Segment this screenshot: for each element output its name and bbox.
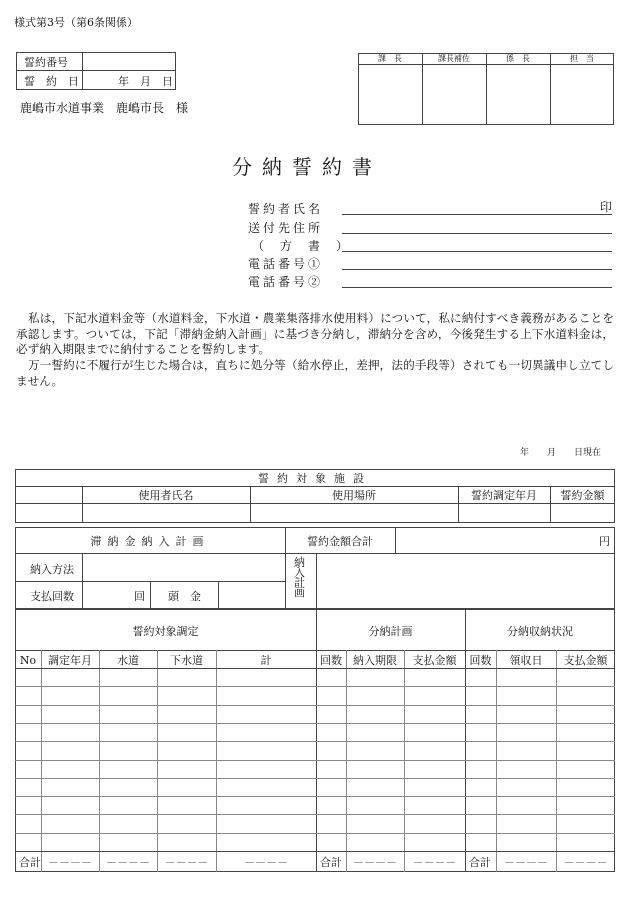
facility-col-user: 使用者氏名 [138, 489, 194, 502]
ledger-cell[interactable] [556, 833, 615, 851]
ledger-cell[interactable] [465, 705, 496, 723]
ledger-group-assessed: 誓約対象調定 [132, 625, 199, 638]
ledger-cell[interactable] [41, 723, 99, 741]
name-line[interactable] [342, 214, 612, 215]
phone2-line[interactable] [342, 287, 612, 288]
ledger-total-label: 合計 [320, 856, 342, 869]
ledger-cell[interactable] [316, 778, 346, 796]
ledger-cell[interactable] [465, 668, 496, 686]
ledger-cell[interactable] [496, 833, 556, 851]
ledger-col-header: 回数 [320, 654, 342, 667]
ledger-cell[interactable] [15, 686, 41, 704]
facility-col-month: 誓約調定年月 [471, 489, 537, 502]
ledger-cell[interactable] [15, 723, 41, 741]
address-line[interactable] [342, 233, 612, 234]
ledger-cell[interactable] [157, 741, 216, 759]
ledger-cell[interactable] [15, 833, 41, 851]
ledger-cell[interactable] [404, 814, 465, 832]
document-title: 分納誓約書 [232, 155, 382, 179]
times-unit: 回 [134, 590, 145, 603]
seal-mark: 印 [600, 200, 613, 214]
ledger-cell[interactable] [15, 778, 41, 796]
ledger-cell[interactable] [465, 686, 496, 704]
ledger-cell[interactable] [216, 723, 316, 741]
care-of-label: （ 方 書 ） [252, 239, 351, 253]
ledger-cell[interactable] [15, 741, 41, 759]
ledger-cell[interactable] [496, 778, 556, 796]
ledger-total-dash: －－－－ [504, 856, 548, 869]
ledger-cell[interactable] [99, 833, 157, 851]
facility-col-location: 使用場所 [332, 489, 376, 502]
ledger-cell[interactable] [157, 796, 216, 814]
ledger-cell[interactable] [15, 814, 41, 832]
ledger-cell[interactable] [157, 814, 216, 832]
ledger-cell[interactable] [316, 686, 346, 704]
ledger-total-dash: －－－－ [164, 856, 209, 869]
facility-col-amount: 誓約金額 [560, 489, 605, 502]
ledger-cell[interactable] [216, 760, 316, 778]
ledger-cell[interactable] [15, 705, 41, 723]
ledger-cell[interactable] [157, 668, 216, 686]
ledger-cell[interactable] [404, 741, 465, 759]
ledger-cell[interactable] [316, 796, 346, 814]
pledge-paragraph: 私は，下記水道料金等（水道料金，下水道・農業集落排水使用料）について，私に納付すべき義務があることを承認します。ついては，下記「滞納金納入計画」に基づき分納し，滞納分を含め，今後発生する上下水道料金は，必ず納入期限までに納付することを誓約します。 [16, 311, 614, 356]
oath-number-label: 誓約番号 [24, 56, 68, 69]
approval-col-section: 係 長 [506, 54, 530, 63]
ledger-cell[interactable] [346, 760, 404, 778]
ledger-col-header: 水道 [117, 654, 139, 667]
ledger-total-label: 合計 [469, 856, 491, 869]
ledger-cell[interactable] [346, 686, 404, 704]
ledger-cell[interactable] [316, 814, 346, 832]
ledger-cell[interactable] [496, 705, 556, 723]
ledger-cell[interactable] [15, 760, 41, 778]
ledger-total-dash: －－－－ [563, 856, 608, 869]
ledger-cell[interactable] [157, 723, 216, 741]
as-of-date: 年 月 日現在 [520, 448, 602, 458]
ledger-cell[interactable] [465, 833, 496, 851]
oath-date-value[interactable]: 年 月 日 [118, 75, 173, 88]
ledger-cell[interactable] [556, 741, 615, 759]
ledger-col-header: 支払金額 [412, 654, 457, 667]
ledger-cell[interactable] [99, 741, 157, 759]
approval-col-deputy: 課長補佐 [438, 54, 470, 63]
down-payment-label: 頭 金 [168, 590, 201, 603]
ledger-cell[interactable] [216, 833, 316, 851]
ledger-col-header: 下水道 [170, 654, 203, 667]
ledger-cell[interactable] [465, 796, 496, 814]
ledger-total-line [15, 851, 615, 852]
ledger-total-dash: －－－－ [353, 856, 397, 869]
ledger-cell[interactable] [99, 723, 157, 741]
ledger-cell[interactable] [216, 778, 316, 796]
ledger-cell[interactable] [216, 741, 316, 759]
ledger-cell[interactable] [316, 705, 346, 723]
ledger-cell[interactable] [99, 778, 157, 796]
ledger-col-header: 領収日 [509, 654, 543, 667]
ledger-cell[interactable] [157, 760, 216, 778]
ledger-cell[interactable] [99, 705, 157, 723]
ledger-cell[interactable] [556, 668, 615, 686]
ledger-cell[interactable] [157, 833, 216, 851]
ledger-cell[interactable] [556, 705, 615, 723]
ledger-cell[interactable] [99, 796, 157, 814]
ledger-cell[interactable] [404, 796, 465, 814]
ledger-cell[interactable] [465, 778, 496, 796]
ledger-cell[interactable] [465, 741, 496, 759]
ledger-cell[interactable] [157, 686, 216, 704]
ledger-cell[interactable] [346, 723, 404, 741]
ledger-total-dash: －－－－ [412, 856, 457, 869]
ledger-cell[interactable] [41, 833, 99, 851]
ledger-cell[interactable] [157, 705, 216, 723]
ledger-cell[interactable] [346, 833, 404, 851]
name-label: 誓約者氏名 [248, 202, 324, 216]
ledger-cell[interactable] [346, 741, 404, 759]
phone2-label: 電話番号② [248, 275, 324, 289]
ledger-cell[interactable] [316, 668, 346, 686]
ledger-cell[interactable] [404, 668, 465, 686]
payments-label: 支払回数 [30, 590, 74, 603]
address-label: 送付先住所 [248, 221, 324, 235]
approval-col-chief: 課 長 [378, 54, 402, 63]
ledger-cell[interactable] [41, 760, 99, 778]
ledger-cell[interactable] [41, 814, 99, 832]
ledger-group-plan: 分納計画 [368, 625, 413, 638]
plan-vertical-label: 納入計画 [294, 556, 305, 599]
ledger-cell[interactable] [216, 796, 316, 814]
ledger-cell[interactable] [404, 778, 465, 796]
ledger-cell[interactable] [496, 723, 556, 741]
ledger-cell[interactable] [496, 796, 556, 814]
ledger-cell[interactable] [346, 705, 404, 723]
ledger-cell[interactable] [316, 833, 346, 851]
ledger-cell[interactable] [556, 796, 615, 814]
ledger-cell[interactable] [346, 668, 404, 686]
ledger-cell[interactable] [316, 741, 346, 759]
ledger-cell[interactable] [496, 760, 556, 778]
form-number-label: 様式第3号（第6条関係） [14, 16, 138, 29]
ledger-cell[interactable] [346, 814, 404, 832]
ledger-cell[interactable] [41, 705, 99, 723]
ledger-cell[interactable] [41, 778, 99, 796]
ledger-col-header: 計 [260, 654, 272, 667]
ledger-cell[interactable] [41, 741, 99, 759]
ledger-cell[interactable] [496, 668, 556, 686]
ledger-cell[interactable] [15, 668, 41, 686]
ledger-cell[interactable] [41, 668, 99, 686]
ledger-cell[interactable] [496, 741, 556, 759]
ledger-cell[interactable] [346, 796, 404, 814]
plan-title: 滞納金納入計画 [90, 535, 210, 548]
ledger-cell[interactable] [465, 814, 496, 832]
yen-unit: 円 [599, 535, 610, 548]
ledger-cell[interactable] [216, 686, 316, 704]
ledger-cell[interactable] [216, 668, 316, 686]
method-label: 納入方法 [30, 563, 74, 576]
ledger-col-header: 調定年月 [48, 654, 92, 667]
care-of-line[interactable] [342, 251, 612, 252]
ledger-cell[interactable] [465, 760, 496, 778]
ledger-col-header: 支払金額 [563, 654, 608, 667]
ledger-cell[interactable] [216, 705, 316, 723]
ledger-cell[interactable] [99, 668, 157, 686]
oath-number-field[interactable] [84, 53, 176, 70]
ledger-cell[interactable] [404, 705, 465, 723]
ledger-total-dash: －－－－ [244, 856, 288, 869]
ledger-cell[interactable] [556, 778, 615, 796]
ledger-cell[interactable] [404, 833, 465, 851]
ledger-cell[interactable] [216, 814, 316, 832]
ledger-col-header: 納入期限 [353, 654, 397, 667]
ledger-col-header: No [19, 654, 37, 667]
phone1-label: 電話番号① [248, 257, 324, 271]
total-amount-label: 誓約金額合計 [307, 535, 373, 548]
ledger-cell[interactable] [15, 796, 41, 814]
ledger-cell[interactable] [496, 686, 556, 704]
ledger-cell[interactable] [404, 760, 465, 778]
default-clause-paragraph: 万一誓約に不履行が生じた場合は，直ちに処分等（給水停止，差押，法的手段等）されても一切異議申し立てしません。 [16, 358, 614, 388]
ledger-total-dash: －－－－ [106, 856, 150, 869]
facility-title: 誓約対象施設 [258, 472, 372, 485]
ledger-cell[interactable] [41, 686, 99, 704]
ledger-total-label: 合計 [19, 856, 41, 869]
ledger-cell[interactable] [556, 686, 615, 704]
ledger-cell[interactable] [99, 760, 157, 778]
ledger-cell[interactable] [99, 686, 157, 704]
ledger-cell[interactable] [99, 814, 157, 832]
ledger-cell[interactable] [465, 723, 496, 741]
ledger-total-dash: －－－－ [48, 856, 92, 869]
phone1-line[interactable] [342, 269, 612, 270]
ledger-cell[interactable] [556, 723, 615, 741]
ledger-cell[interactable] [496, 814, 556, 832]
oath-date-label: 誓 約 日 [24, 75, 79, 88]
ledger-cell[interactable] [316, 760, 346, 778]
ledger-cell[interactable] [316, 723, 346, 741]
ledger-cell[interactable] [404, 686, 465, 704]
ledger-cell[interactable] [157, 778, 216, 796]
approval-col-staff: 担 当 [570, 54, 594, 63]
ledger-cell[interactable] [556, 760, 615, 778]
ledger-cell[interactable] [404, 723, 465, 741]
ledger-group-status: 分納収納状況 [507, 625, 573, 638]
ledger-col-header: 回数 [469, 654, 492, 667]
addressee: 鹿嶋市水道事業 鹿嶋市長 様 [20, 101, 189, 115]
ledger-cell[interactable] [346, 778, 404, 796]
ledger-cell[interactable] [41, 796, 99, 814]
ledger-cell[interactable] [556, 814, 615, 832]
